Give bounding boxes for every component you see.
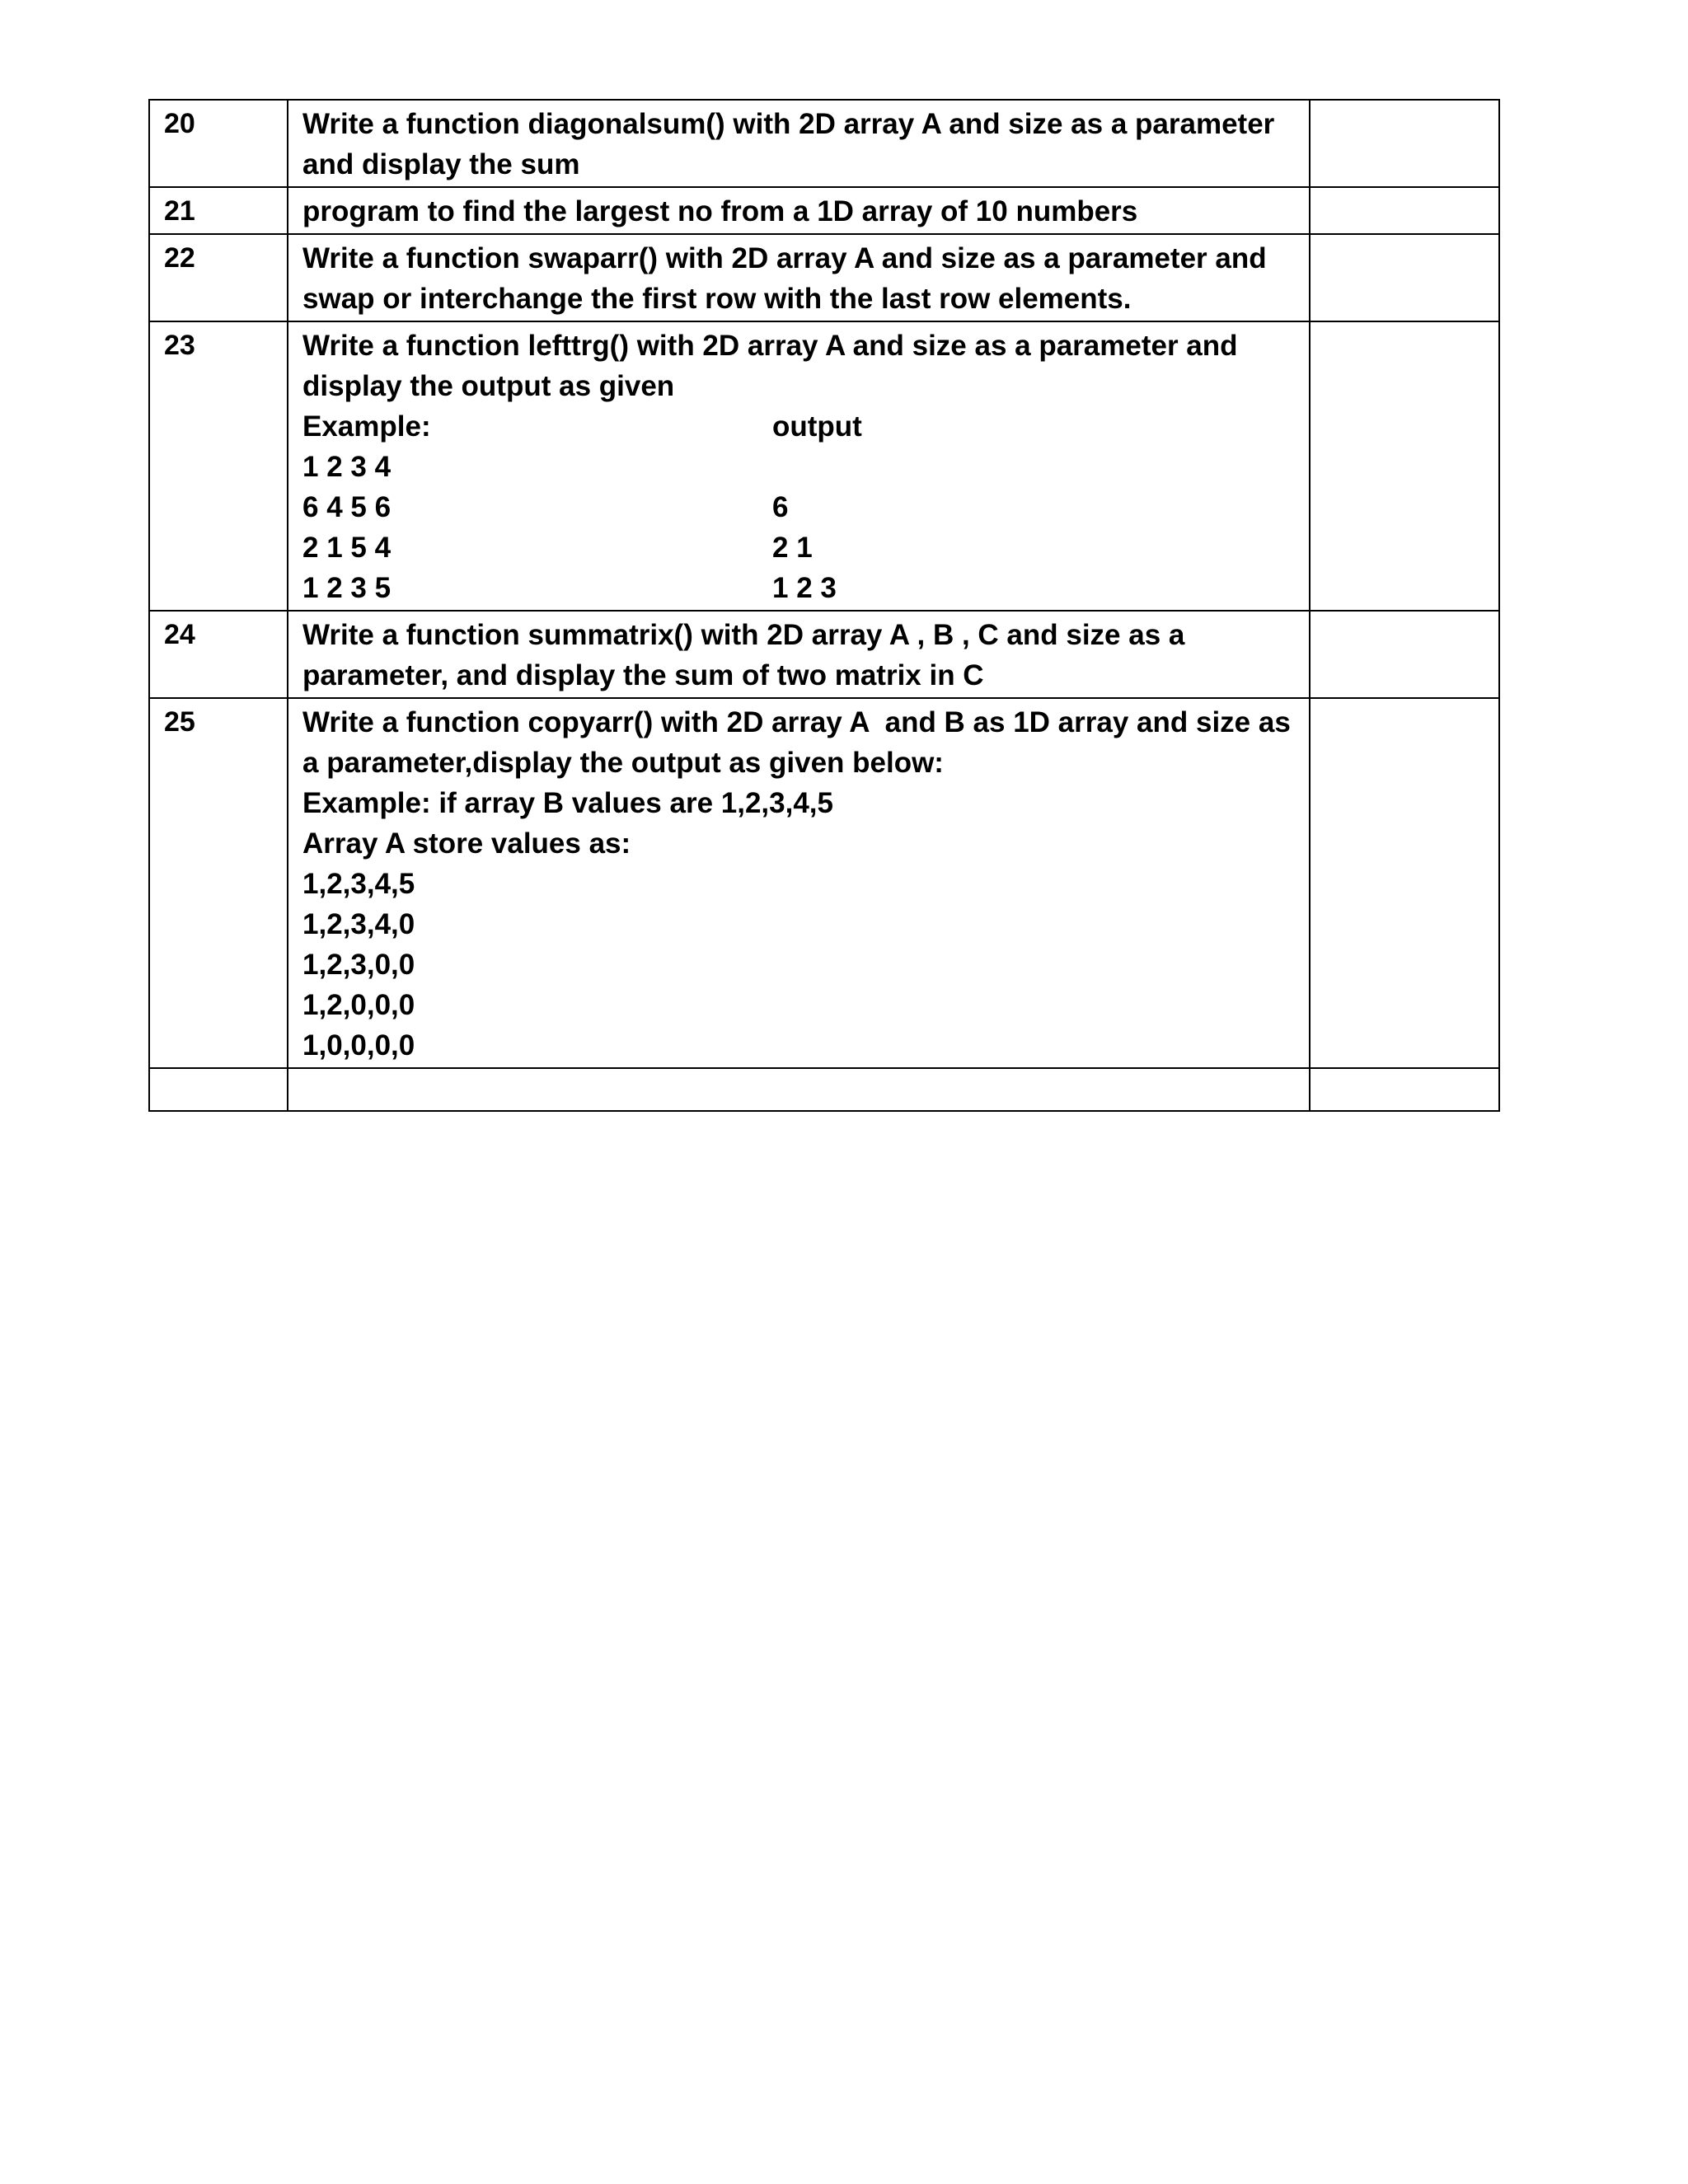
row-number-cell bbox=[149, 187, 288, 234]
blank-cell bbox=[1310, 321, 1499, 611]
output-matrix-row bbox=[772, 447, 1297, 487]
blank-cell bbox=[1310, 100, 1499, 187]
row-number: 25 bbox=[164, 706, 195, 738]
task-cell bbox=[288, 234, 1310, 321]
array-values-line: 1,2,3,4,5 bbox=[302, 868, 415, 900]
output-matrix-row: 6 bbox=[772, 491, 789, 523]
task-text: parameter, and display the sum of two matrix in C bbox=[302, 659, 984, 691]
example-output-grid bbox=[302, 406, 1297, 608]
row-number-cell bbox=[149, 611, 288, 698]
output-matrix-row: 1 2 3 bbox=[772, 572, 837, 604]
row-number-cell bbox=[149, 1068, 288, 1111]
task-text: Write a function copyarr() with 2D array A and B as 1D array and size as bbox=[302, 706, 1291, 738]
task-text: Write a function summatrix() with 2D array A , B , C and size as a bbox=[302, 619, 1185, 651]
blank-cell bbox=[1310, 611, 1499, 698]
example-matrix-row: 2 1 5 4 bbox=[302, 532, 392, 564]
table-row bbox=[149, 698, 1499, 1068]
task-cell bbox=[288, 321, 1310, 611]
example-matrix-row: 6 4 5 6 bbox=[302, 491, 392, 523]
table-row bbox=[149, 611, 1499, 698]
task-text: Example: if array B values are 1,2,3,4,5 bbox=[302, 787, 833, 819]
row-number: 24 bbox=[164, 619, 195, 650]
task-cell bbox=[288, 100, 1310, 187]
row-number: 21 bbox=[164, 195, 195, 227]
task-text: Write a function diagonalsum() with 2D array A and size as a parameter bbox=[302, 108, 1275, 140]
task-text: Write a function swaparr() with 2D array A and size as a parameter and bbox=[302, 242, 1267, 274]
blank-cell bbox=[1310, 698, 1499, 1068]
array-values-line: 1,2,3,4,0 bbox=[302, 908, 415, 940]
task-text: and display the sum bbox=[302, 148, 580, 180]
task-text: display the output as given bbox=[302, 370, 675, 402]
array-values-line: 1,0,0,0,0 bbox=[302, 1029, 415, 1062]
example-label: Example: bbox=[302, 410, 431, 443]
assignment-sheet bbox=[148, 99, 1498, 1112]
task-text: Array A store values as: bbox=[302, 827, 631, 860]
blank-cell bbox=[1310, 1068, 1499, 1111]
array-values-line: 1,2,3,0,0 bbox=[302, 949, 415, 981]
row-number-cell bbox=[149, 698, 288, 1068]
table-row bbox=[149, 234, 1499, 321]
task-cell bbox=[288, 698, 1310, 1068]
row-number: 20 bbox=[164, 108, 195, 139]
task-text: Write a function lefttrg() with 2D array A and size as a parameter and bbox=[302, 330, 1238, 362]
task-cell bbox=[288, 611, 1310, 698]
example-matrix-row: 1 2 3 5 bbox=[302, 572, 392, 604]
task-text: swap or interchange the first row with the last row elements. bbox=[302, 283, 1132, 315]
blank-cell bbox=[1310, 234, 1499, 321]
output-label: output bbox=[772, 410, 862, 443]
table-row bbox=[149, 187, 1499, 234]
row-number-cell bbox=[149, 100, 288, 187]
assignment-table bbox=[148, 99, 1500, 1112]
table-row bbox=[149, 100, 1499, 187]
row-number-cell bbox=[149, 234, 288, 321]
empty-table-row bbox=[149, 1068, 1499, 1111]
task-text: program to find the largest no from a 1D array of 10 numbers bbox=[302, 195, 1138, 227]
table-row bbox=[149, 321, 1499, 611]
row-number: 22 bbox=[164, 242, 195, 274]
task-cell bbox=[288, 1068, 1310, 1111]
output-matrix-row: 2 1 bbox=[772, 532, 813, 564]
row-number-cell bbox=[149, 321, 288, 611]
array-values-line: 1,2,0,0,0 bbox=[302, 989, 415, 1021]
task-text: a parameter,display the output as given below: bbox=[302, 747, 944, 779]
task-cell bbox=[288, 187, 1310, 234]
example-matrix-row: 1 2 3 4 bbox=[302, 451, 392, 483]
row-number: 23 bbox=[164, 330, 195, 361]
blank-cell bbox=[1310, 187, 1499, 234]
